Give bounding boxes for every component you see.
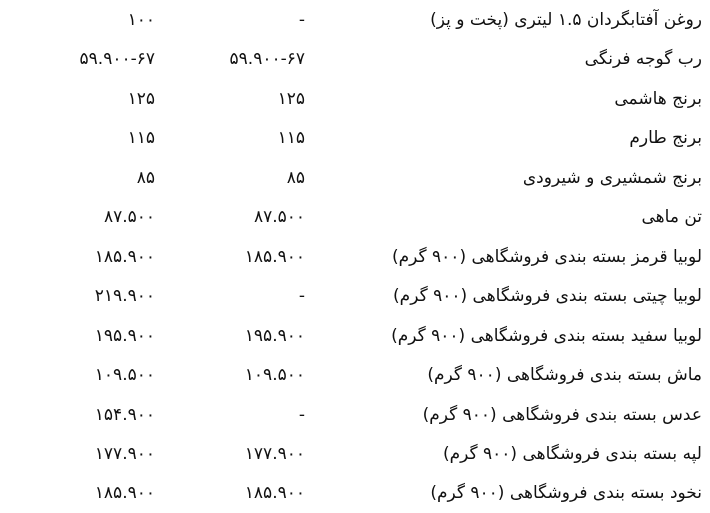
price-previous: ۱۰۰ [127, 10, 155, 30]
table-row [0, 473, 710, 513]
item-name: برنج طارم [629, 128, 702, 148]
price-current: ۱۸۵.۹۰۰ [244, 247, 305, 267]
price-previous: ۱۱۵ [127, 128, 155, 148]
item-name: برنج هاشمی [614, 89, 702, 109]
item-name: لوبیا چیتی بسته بندی فروشگاهی (۹۰۰ گرم) [393, 286, 702, 306]
price-current: ۱۲۵ [277, 89, 305, 109]
price-current: ۱۷۷.۹۰۰ [244, 444, 305, 464]
price-current: ۵۹.۹۰۰-۶۷ [229, 49, 305, 69]
table-row [0, 434, 710, 474]
price-current: ۱۱۵ [277, 128, 305, 148]
price-current: - [298, 405, 305, 425]
item-name: لپه بسته بندی فروشگاهی (۹۰۰ گرم) [442, 444, 702, 464]
price-previous: ۵۹.۹۰۰-۶۷ [79, 49, 155, 69]
price-previous: ۱۹۵.۹۰۰ [94, 326, 155, 346]
table-row [0, 118, 710, 158]
table-row [0, 197, 710, 237]
table-row [0, 355, 710, 395]
price-previous: ۱۸۵.۹۰۰ [94, 247, 155, 267]
table-row [0, 316, 710, 356]
price-previous: ۱۰۹.۵۰۰ [94, 365, 155, 385]
table-row [0, 0, 710, 40]
price-current: ۸۵ [286, 168, 305, 188]
price-previous: ۲۱۹.۹۰۰ [94, 286, 155, 306]
item-name: روغن آفتابگردان ۱.۵ لیتری (پخت و پز) [430, 10, 702, 30]
price-current: - [298, 286, 305, 306]
item-name: لوبیا سفید بسته بندی فروشگاهی (۹۰۰ گرم) [391, 326, 702, 346]
price-previous: ۱۷۷.۹۰۰ [94, 444, 155, 464]
price-previous: ۱۲۵ [127, 89, 155, 109]
table-row [0, 158, 710, 198]
item-name: برنج شمشیری و شیرودی [522, 168, 702, 188]
price-current: ۱۰۹.۵۰۰ [244, 365, 305, 385]
price-current: ۸۷.۵۰۰ [253, 207, 305, 227]
price-previous: ۸۷.۵۰۰ [103, 207, 155, 227]
item-name: رب گوجه فرنگی [584, 49, 702, 69]
table-row [0, 79, 710, 119]
item-name: تن ماهی [641, 207, 702, 227]
table-row [0, 395, 710, 435]
table-row [0, 39, 710, 79]
item-name: عدس بسته بندی فروشگاهی (۹۰۰ گرم) [422, 405, 702, 425]
price-previous: ۱۵۴.۹۰۰ [94, 405, 155, 425]
item-name: ماش بسته بندی فروشگاهی (۹۰۰ گرم) [427, 365, 702, 385]
price-current: - [298, 10, 305, 30]
price-current: ۱۹۵.۹۰۰ [244, 326, 305, 346]
item-name: نخود بسته بندی فروشگاهی (۹۰۰ گرم) [430, 483, 702, 503]
item-name: لوبیا قرمز بسته بندی فروشگاهی (۹۰۰ گرم) [392, 247, 702, 267]
table-row [0, 276, 710, 316]
table-row [0, 237, 710, 277]
price-current: ۱۸۵.۹۰۰ [244, 483, 305, 503]
price-previous: ۸۵ [136, 168, 155, 188]
price-previous: ۱۸۵.۹۰۰ [94, 483, 155, 503]
